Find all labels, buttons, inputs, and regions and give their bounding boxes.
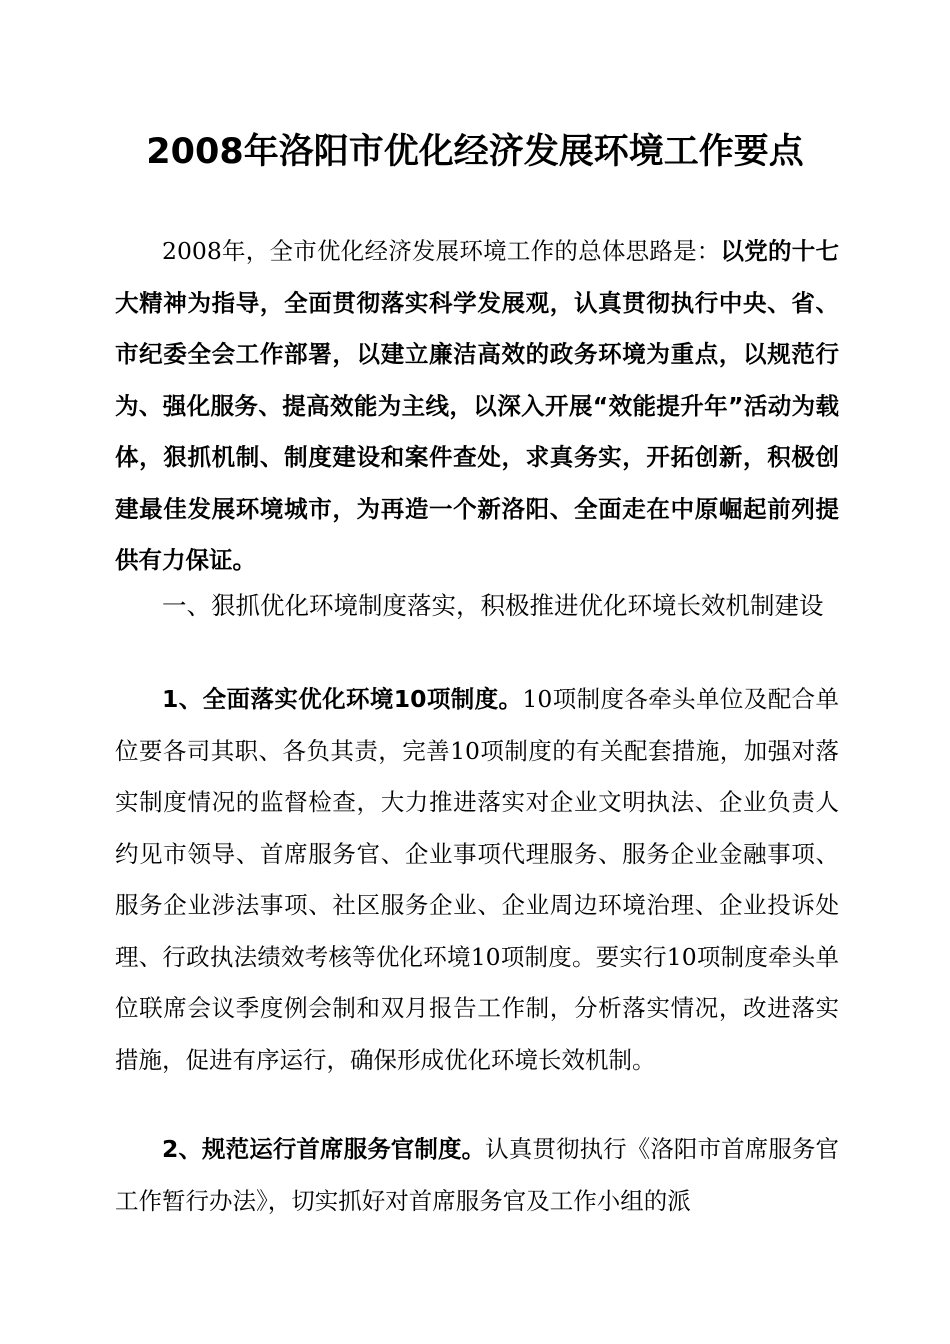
document-title: 2008年洛阳市优化经济发展环境工作要点 (146, 132, 804, 172)
intro-emphasis-text: 以党的十七大精神为指导，全面贯彻落实科学发展观，认真贯彻执行中央、省、市纪委全会工作部署，以建立廉洁高效的政务环境为重点，以规范行为、强化服务、提高效能为主线，以深入开展“效能提升年”活动为载体，狠抓机制、制度建设和案件查处，求真务实，开拓创新，积极创建最佳发展环境城市，为再造一个新洛阳、全面走在中原崛起前列提供有力保证。 (115, 237, 839, 574)
section-1-heading: 一、狠抓优化环境制度落实，积极推进优化环境长效机制建设 (162, 591, 824, 620)
item-2-text: 认真贯彻执行《洛阳市首席服务官工作暂行办法》，切实抓好对首席服务官及工作小组的派 (115, 1135, 839, 1215)
item-1-heading: 1、全面落实优化环境10项制度。 (162, 685, 523, 713)
item-1-text: 10项制度各牵头单位及配合单位要各司其职、各负其责，完善10项制度的有关配套措施，加强对落实制度情况的监督检查，大力推进落实对企业文明执法、企业负责人约见市领导、首席服务官、企业事项代理服务、服务企业金融事项、服务企业涉法事项、社区服务企业、企业周边环境治理、企业投诉处理、行政执法绩效考核等优化环境10项制度。要实行10项制度牵头单位联席会议季度例会制和双月报告工作制，分析落实情况，改进落实措施，促进有序运行，确保形成优化环境长效机制。 (115, 685, 839, 1074)
intro-paragraph (115, 226, 839, 587)
item-2-paragraph (115, 1124, 839, 1227)
intro-lead-text: 2008年，全市优化经济发展环境工作的总体思路是： (162, 237, 721, 265)
item-1-paragraph (115, 674, 839, 1086)
item-2-heading: 2、规范运行首席服务官制度。 (162, 1135, 486, 1163)
